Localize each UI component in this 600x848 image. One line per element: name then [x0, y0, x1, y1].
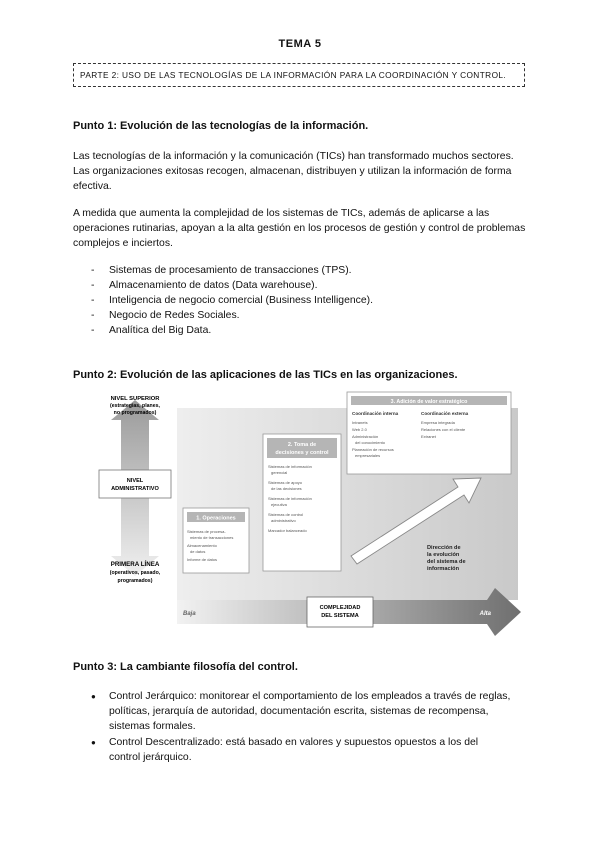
- bottom-level-label: PRIMERA LÍNEA: [110, 561, 160, 568]
- direction-label: la evolución: [427, 552, 460, 558]
- operations-item: Informe de datos: [187, 557, 218, 562]
- internal-item: del conocimiento: [355, 440, 386, 445]
- punto1-list: [91, 263, 373, 338]
- list-item: - Negocio de Redes Sociales.: [91, 308, 373, 323]
- decision-control-box: [263, 434, 341, 571]
- punto3-heading: Punto 3: La cambiante filosofía del control.: [73, 661, 298, 673]
- list-item: ● Control Jerárquico: monitorear el comportamiento de los empleados a través de reglas, políticas, jerarquía de autoridad, documentación escrita, sistemas de recompensa, sistemas formales.: [91, 689, 511, 734]
- external-coordination-title: Coordinación externa: [421, 411, 469, 416]
- top-level-sub: no programados): [113, 410, 157, 416]
- decision-item: Sistemas de información: [268, 464, 312, 469]
- decision-control-title: 2. Toma de: [287, 442, 317, 448]
- admin-level-label: NIVEL: [126, 478, 144, 484]
- decision-item: de las decisiones: [271, 486, 302, 491]
- document-title: TEMA 5: [278, 38, 322, 50]
- strategic-value-title: 3. Adición de valor estratégico: [390, 399, 468, 405]
- punto2-heading: Punto 2: Evolución de las aplicaciones de las TICs en las organizaciones.: [73, 369, 458, 381]
- operations-item: miento de transacciones: [190, 535, 234, 540]
- punto1-paragraph-2: A medida que aumenta la complejidad de los sistemas de TICs, además de aplicarse a las operaciones rutinarias, apoyan a la alta gestión en los procesos de gestión y control de problemas complejos e inciertos.: [73, 208, 526, 249]
- list-item: - Sistemas de procesamiento de transacciones (TPS).: [91, 263, 373, 278]
- axis-low-label: Baja: [183, 611, 196, 617]
- complexity-label: DEL SISTEMA: [321, 613, 359, 619]
- operations-title: 1. Operaciones: [196, 515, 236, 522]
- operations-item: de datos: [190, 549, 206, 554]
- top-level-label: NIVEL SUPERIOR: [110, 396, 160, 402]
- punto1-paragraph-1: Las tecnologías de la información y la comunicación (TICs) han transformado muchos sectores. Las organizaciones exitosas recogen, almacenan, distribuyen y utilizan la información de forma efectiva.: [73, 151, 514, 192]
- punto3-list: [91, 689, 511, 766]
- internal-item: Intranets: [352, 420, 368, 425]
- bottom-level-sub: (operativos, pasado,: [109, 570, 161, 576]
- part-banner: PARTE 2: USO DE LAS TECNOLOGÍAS DE LA INFORMACIÓN PARA LA COORDINACIÓN Y CONTROL.: [73, 63, 525, 87]
- list-item: - Analítica del Big Data.: [91, 323, 373, 338]
- internal-item: empresariales: [355, 453, 381, 458]
- direction-label: Dirección de: [427, 545, 461, 551]
- list-item: - Inteligencia de negocio comercial (Business Intelligence).: [91, 293, 373, 308]
- decision-item: Sistemas de apoyo: [268, 480, 303, 485]
- operations-box: [183, 508, 249, 573]
- decision-control-title: decisiones y control: [275, 450, 329, 456]
- admin-level-label: ADMINISTRATIVO: [111, 486, 159, 492]
- punto1-heading: Punto 1: Evolución de las tecnologías de la información.: [73, 120, 369, 132]
- top-level-sub: (estrategias, planes,: [110, 403, 160, 409]
- direction-label: del sistema de: [427, 559, 466, 565]
- list-item: ● Control Descentralizado: está basado en valores y supuestos opuestos a los del control jerárquico.: [91, 735, 511, 765]
- external-item: Relaciones con el cliente: [421, 427, 466, 432]
- direction-label: información: [427, 566, 460, 572]
- decision-item: Marcador balanceado: [268, 528, 307, 533]
- decision-item: Sistemas de control: [268, 512, 304, 517]
- axis-high-label: Alta: [479, 611, 491, 617]
- list-item: - Almacenamiento de datos (Data warehouse).: [91, 278, 373, 293]
- internal-coordination-title: Coordinación interna: [352, 411, 399, 416]
- decision-item: gerencial: [271, 470, 288, 475]
- decision-item: ejecutiva: [271, 502, 287, 507]
- decision-item: administrativo: [271, 518, 296, 523]
- operations-item: Sistemas de procesa-: [187, 529, 226, 534]
- complexity-label: COMPLEJIDAD: [319, 605, 361, 611]
- evolution-diagram: [75, 388, 525, 636]
- external-item: Empresa integrada: [421, 420, 455, 425]
- decision-item: Sistemas de información: [268, 496, 312, 501]
- operations-item: Almacenamiento: [187, 543, 217, 548]
- internal-item: Administración: [352, 434, 379, 439]
- external-item: Extranet: [421, 434, 436, 439]
- internal-item: Web 2.0: [352, 427, 367, 432]
- strategic-value-box: [347, 392, 511, 474]
- admin-level-box: [99, 470, 171, 498]
- complexity-box: [307, 597, 373, 627]
- internal-item: Planeación de recursos: [352, 447, 394, 452]
- bottom-level-sub: programados): [117, 578, 153, 584]
